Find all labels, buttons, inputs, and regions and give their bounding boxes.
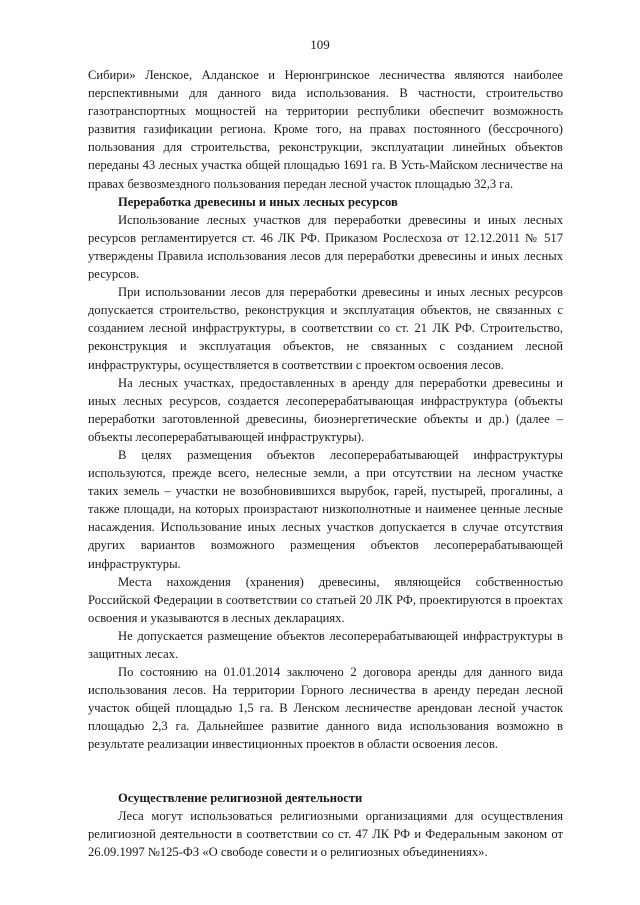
paragraph-storage: Места нахождения (хранения) древесины, являющейся собственностью Российской Федерации в соответствии со статьей 20 ЛК РФ, проектируются в проектах освоения и указываются в лесных декларациях. [88, 574, 563, 625]
paragraph-infrastructure-creation: На лесных участках, предоставленных в аренду для переработки древесины и иных лесных ресурсов, создается лесоперерабатывающая инфраструктура (объекты переработки заготовленной древесины, биоэнергетические объекты и др.) (далее – объекты лесоперерабатывающей инфраструктуры). [88, 375, 563, 444]
paragraph-placement: В целях размещения объектов лесоперерабатывающей инфраструктуры используются, прежде всего, нелесные земли, а при отсутствии на лесном участке таких земель – участки не возобновившихся вырубок, гарей, пустырей, прогалины, а также площади, на которых произрастают низкополнотные и наименее ценные лесные насаждения. Использование иных лесных участков допускается в случае отсутствия других вариантов возможного размещения объектов лесоперерабатывающей инфраструктуры. [88, 447, 563, 571]
page-number: 109 [310, 37, 330, 52]
paragraph-construction: При использовании лесов для переработки древесины и иных лесных ресурсов допускается строительство, реконструкция и эксплуатация объектов, не связанных с созданием лесной инфраструктуры, в соответствии со ст. 21 ЛК РФ. Строительство, реконструкция и эксплуатация объектов, не связанных с созданием лесной инфраструктуры, осуществляется в соответствии с проектом освоения лесов. [88, 285, 563, 372]
document-body [88, 66, 563, 861]
paragraph-protected-forests: Не допускается размещение объектов лесоперерабатывающей инфраструктуры в защитных лесах. [88, 628, 563, 661]
section-heading-religious-activity: Осуществление религиозной деятельности [118, 790, 363, 805]
paragraph-lease-status: По состоянию на 01.01.2014 заключено 2 договора аренды для данного вида использования лесов. На территории Горного лесничества в аренду передан лесной участок общей площадью 1,5 га. В Ленском лесничестве арендован лесной участок площадью 2,3 га. Дальнейшее развитие данного вида использования возможно в результате реализации инвестиционных проектов в области освоения лесов. [88, 665, 563, 752]
paragraph-religious-use: Леса могут использоваться религиозными организациями для осуществления религиозной деятельности в соответствии со ст. 47 ЛК РФ и Федеральным законом от 26.09.1997 №125-ФЗ «О свободе совести и о религиозных объединениях». [88, 808, 563, 859]
paragraph-regulation: Использование лесных участков для переработки древесины и иных лесных ресурсов регламентируется ст. 46 ЛК РФ. Приказом Рослесхоза от 12.12.2011 № 517 утверждены Правила использования лесов для переработки древесины и иных лесных ресурсов. [88, 212, 563, 282]
section-spacer [88, 754, 563, 772]
section-heading-wood-processing: Переработка древесины и иных лесных ресурсов [118, 194, 398, 209]
paragraph-gas-infrastructure: Сибири» Ленское, Алданское и Нерюнгринское лесничества являются наиболее перспективными для данного вида использования. В частности, строительство газотранспортных мощностей на территории республики обеспечит возможность развития газификации региона. Кроме того, на правах постоянного (бессрочного) пользования для строительства, реконструкции, эксплуатации линейных объектов переданы 43 лесных участка общей площадью 1691 га. В Усть-Майском лесничестве на правах безвозмездного пользования передан лесной участок площадью 32,3 га. [88, 68, 563, 191]
